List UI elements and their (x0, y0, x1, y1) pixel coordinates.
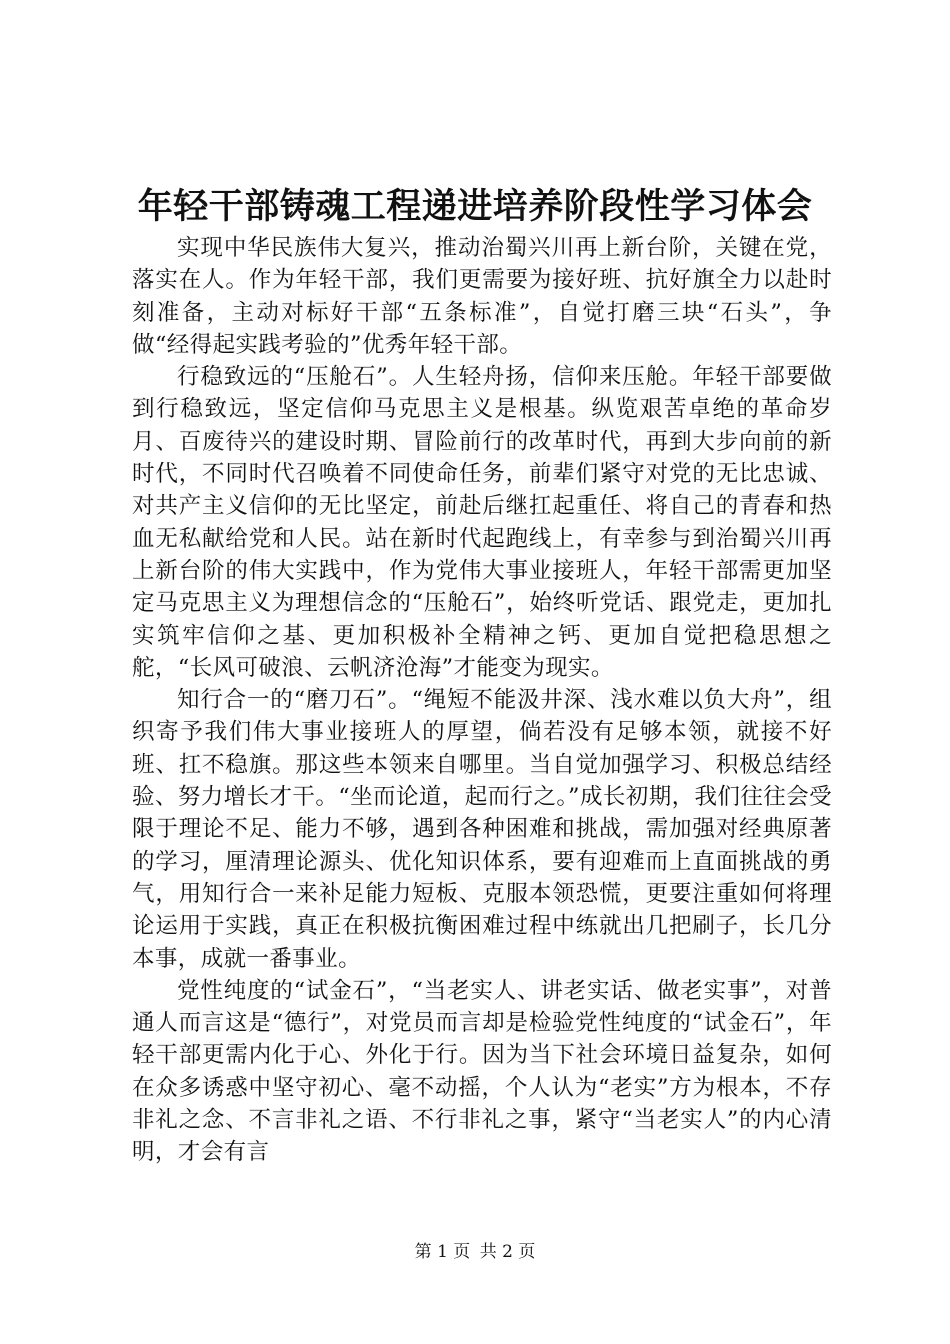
paragraph-whetstone: 知行合一的“磨刀石”。“绳短不能汲井深、浅水难以负大舟”，组织寄予我们伟大事业接班人的厚望，倘若没有足够本领，就接不好班、扛不稳旗。那这些本领来自哪里。当自觉加强学习、积极总结经验、努力增长才干。“坐而论道，起而行之。”成长初期，我们往往会受限于理论不足、能力不够，遇到各种困难和挑战，需加强对经典原著的学习，厘清理论源头、优化知识体系，要有迎难而上直面挑战的勇气，用知行合一来补足能力短板、克服本领恐慌，更要注重如何将理论运用于实践，真正在积极抗衡困难过程中练就出几把刷子，长几分本事，成就一番事业。 (132, 687, 832, 972)
page-footer (0, 1240, 950, 1264)
paragraph-ballast-stone: 行稳致远的“压舱石”。人生轻舟扬，信仰来压舱。年轻干部要做到行稳致远，坚定信仰马克思主义是根基。纵览艰苦卓绝的革命岁月、百废待兴的建设时期、冒险前行的改革时代，再到大步向前的新时代，不同时代召唤着不同使命任务，前辈们紧守对党的无比忠诚、对共产主义信仰的无比坚定，前赴后继扛起重任、将自己的青春和热血无私献给党和人民。站在新时代起跑线上，有幸参与到治蜀兴川再上新台阶的伟大实践中，作为党伟大事业接班人，年轻干部需更加坚定马克思主义为理想信念的“压舱石”，始终听党话、跟党走，更加扎实筑牢信仰之基、更加积极补全精神之钙、更加自觉把稳思想之舵，“长风可破浪、云帆济沧海”才能变为现实。 (132, 364, 832, 681)
page-number: 第 1 页 (414, 1242, 471, 1262)
paragraph-touchstone: 党性纯度的“试金石”，“当老实人、讲老实话、做老实事”，对普通人而言这是“德行”，对党员而言却是检验党性纯度的“试金石”，年轻干部更需内化于心、外化于行。因为当下社会环境日益复杂，如何在众多诱惑中坚守初心、毫不动摇，个人认为“老实”方为根本，不存非礼之念、不言非礼之语、不行非礼之事，紧守“当老实人”的内心清明，才会有言 (132, 977, 832, 1166)
document-title: 年轻干部铸魂工程递进培养阶段性学习体会 (137, 186, 813, 227)
page-total: 共 2 页 (479, 1242, 536, 1262)
document-body (132, 232, 832, 1169)
paragraph-intro: 实现中华民族伟大复兴，推动治蜀兴川再上新台阶，关键在党，落实在人。作为年轻干部，我们更需要为接好班、抗好旗全力以赴时刻准备，主动对标好干部“五条标准”，自觉打磨三块“石头”，争做“经得起实践考验的”优秀年轻干部。 (132, 235, 832, 358)
